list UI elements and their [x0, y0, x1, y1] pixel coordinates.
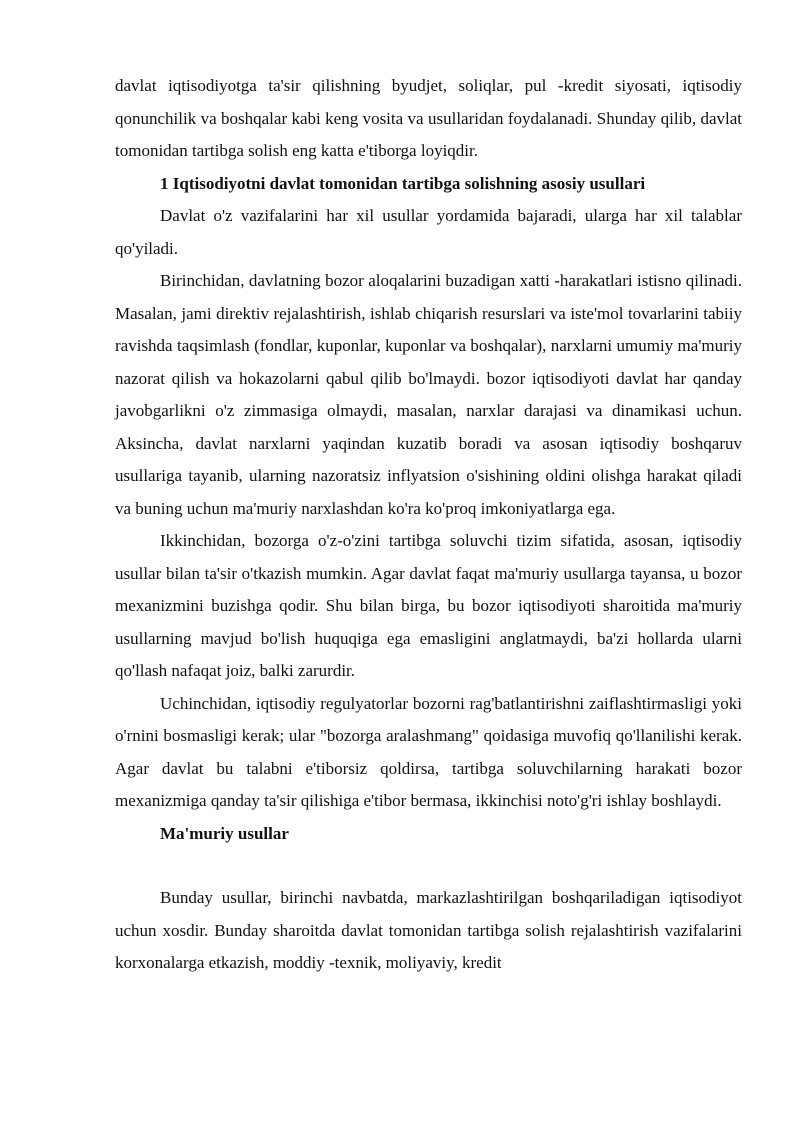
paragraph: Uchinchidan, iqtisodiy regulyatorlar bozorni rag'batlantirishni zaiflashtirmasligi yoki o'rnini bosmasligi kerak; ular "bozorga aralashmang" qoidasiga muvofiq qo'llanilishi kerak. Agar davlat bu talabni e'tiborsiz qoldirsa, tartibga soluvchilarning harakati bozor mexanizmiga qanday ta'sir qilishiga e'tibor bermasa, ikkinchisi noto'g'ri ishlay boshlaydi. [115, 693, 742, 810]
section-heading: 1 Iqtisodiyotni davlat tomonidan tartibga solishning asosiy usullari [160, 173, 646, 193]
paragraph: Birinchidan, davlatning bozor aloqalarini buzadigan xatti -harakatlari istisno qilinadi. Masalan, jami direktiv rejalashtirish, ishlab chiqarish resurslari va iste'mol tovarlarini tabiiy ravishda taqsimlash (fondlar, kuponlar, kuponlar va boshqalar), narxlarni umumiy ma'muriy nazorat qilish va hokazolarni qabul qilib bo'lmaydi. bozor iqtisodiyoti davlat har qanday javobgarlikni o'z zimmasiga olmaydi, masalan, narxlar darajasi va dinamikasi uchun. Aksincha, davlat narxlarni yaqindan kuzatib boradi va asosan iqtisodiy boshqaruv usullariga tayanib, ularning nazoratsiz inflyatsion o'sishining oldini olishga harakat qiladi va buning uchun ma'muriy narxlashdan ko'ra ko'proq imkoniyatlarga ega. [115, 271, 742, 518]
paragraph: Ikkinchidan, bozorga o'z-o'zini tartibga soluvchi tizim sifatida, asosan, iqtisodiy usullar bilan ta'sir o'tkazish mumkin. Agar davlat faqat ma'muriy usullarga tayansa, u bozor mexanizmini buzishga qodir. Shu bilan birga, bu bozor iqtisodiyoti sharoitida ma'muriy usullarning mavjud bo'lish huquqiga ega emasligini anglatmaydi, ba'zi hollarda ularni qo'llash nafaqat joiz, balki zarurdir. [115, 531, 742, 680]
paragraph: Bunday usullar, birinchi navbatda, markazlashtirilgan boshqariladigan iqtisodiyot uchun xosdir. Bunday sharoitda davlat tomonidan tartibga solish rejalashtirish vazifalarini korxonalarga etkazish, moddiy -texnik, moliyaviy, kredit [115, 888, 742, 972]
blank-line [115, 850, 742, 882]
subsection-heading: Ma'muriy usullar [160, 823, 289, 843]
paragraph-continuation: davlat iqtisodiyotga ta'sir qilishning byudjet, soliqlar, pul -kredit siyosati, iqtisodiy qonunchilik va boshqalar kabi keng vosita va usullaridan foydalanadi. Shunday qilib, davlat tomonidan tartibga solish eng katta e'tiborga loyiqdir. [115, 76, 742, 160]
paragraph: Davlat o'z vazifalarini har xil usullar yordamida bajaradi, ularga har xil talablar qo'yiladi. [115, 206, 742, 258]
